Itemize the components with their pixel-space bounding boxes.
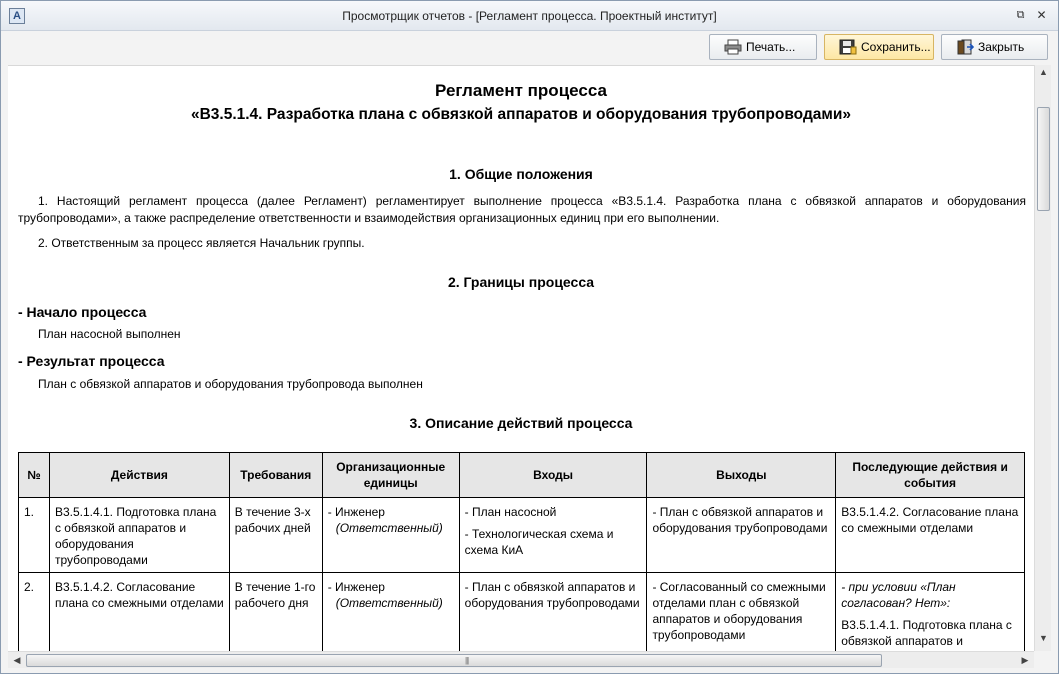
table-header-row [19, 453, 1025, 498]
section-heading-general: 1. Общие положения [449, 166, 593, 182]
paragraph-1: 1. Настоящий регламент процесса (далее Регламент) регламентирует выполнение процесса «В3.5.1.4. Разработка плана с обвязкой аппаратов и оборудования трубопроводами», а также распределение ответственности и взаимодействия организационных единиц при его выполнении. [18, 194, 1026, 225]
input-item: - План насосной [464, 505, 557, 519]
restore-window-icon[interactable]: ⧉ [1016, 9, 1025, 21]
scroll-down-icon[interactable]: ▼ [1039, 633, 1048, 643]
org-unit-role: (Ответственный) [335, 521, 443, 535]
scroll-grip-icon: ||| [465, 656, 469, 665]
inputs-cell: - План с обвязкой аппаратов и оборудования трубопроводами [459, 573, 647, 652]
scroll-right-icon[interactable]: ▶ [1021, 655, 1029, 665]
paragraph-2: 2. Ответственным за процесс является Начальник группы. [38, 236, 365, 250]
org-unit-cell [322, 498, 459, 573]
action-cell: В3.5.1.4.2. Согласование плана со смежными отделами [49, 573, 229, 652]
horizontal-scrollbar[interactable] [8, 651, 1034, 668]
column-header: Требования [229, 453, 322, 498]
org-unit-cell [322, 573, 459, 652]
section-heading-boundaries: 2. Границы процесса [447, 274, 595, 290]
row-number: 2. [19, 573, 50, 652]
outputs-cell: - План с обвязкой аппаратов и оборудования трубопроводами [647, 498, 836, 573]
process-result-heading: - Результат процесса [18, 353, 165, 369]
next-actions-cell: В3.5.1.4.2. Согласование плана со смежными отделами [836, 498, 1025, 573]
report-viewport [8, 65, 1034, 651]
next-condition: - при условии «План согласован? Нет»: [841, 580, 956, 610]
outputs-cell: - Согласованный со смежными отделами план с обвязкой аппаратов и оборудования трубопроводами [647, 573, 836, 652]
action-cell: В3.5.1.4.1. Подготовка плана с обвязкой аппаратов и оборудования трубопроводами [49, 498, 229, 573]
document-title: Регламент процесса [435, 81, 607, 100]
column-header: № [19, 453, 50, 498]
printer-icon [724, 39, 742, 55]
column-header: Выходы [647, 453, 836, 498]
title-bar[interactable] [1, 1, 1058, 31]
next-actions-cell [836, 573, 1025, 652]
column-header: Организационные единицы [322, 453, 459, 498]
scroll-up-icon[interactable]: ▲ [1039, 67, 1048, 77]
horizontal-scroll-thumb[interactable] [26, 654, 882, 667]
close-report-button[interactable] [941, 34, 1048, 60]
document-subtitle: «В3.5.1.4. Разработка плана с обвязкой аппаратов и оборудования трубопроводами» [190, 106, 852, 123]
next-action: В3.5.1.4.1. Подготовка плана с обвязкой аппаратов и [841, 618, 1012, 648]
window-title: Просмотрщик отчетов - [Регламент процесса. Проектный институт] [342, 9, 717, 23]
vertical-scrollbar[interactable] [1034, 65, 1051, 651]
input-item: - Технологическая схема и схема КиА [464, 527, 614, 557]
row-number: 1. [19, 498, 50, 573]
requirement-cell: В течение 1-го рабочего дня [229, 573, 322, 652]
process-start-heading: - Начало процесса [18, 304, 147, 320]
org-unit: - Инженер [327, 505, 385, 519]
save-label: Сохранить... [861, 40, 931, 54]
close-window-icon[interactable]: ✕ [1036, 8, 1047, 22]
actions-table [18, 452, 1025, 651]
scroll-left-icon[interactable]: ◀ [13, 655, 21, 665]
table-row [19, 573, 1025, 652]
process-result-text: План с обвязкой аппаратов и оборудования трубопровода выполнен [38, 377, 423, 391]
column-header: Действия [49, 453, 229, 498]
print-label: Печать... [746, 40, 796, 54]
org-unit: - Инженер [327, 580, 385, 594]
save-button[interactable] [824, 34, 934, 60]
print-button[interactable] [709, 34, 817, 60]
org-unit-role: (Ответственный) [335, 596, 443, 610]
app-icon: А [9, 8, 25, 24]
close-label: Закрыть [978, 40, 1025, 54]
toolbar [1, 31, 1058, 63]
column-header: Последующие действия и события [836, 453, 1025, 498]
process-start-text: План насосной выполнен [38, 327, 181, 341]
vertical-scroll-thumb[interactable] [1037, 107, 1050, 211]
save-disk-icon [839, 39, 857, 55]
section-heading-actions: 3. Описание действий процесса [409, 415, 633, 431]
column-header: Входы [459, 453, 647, 498]
requirement-cell: В течение 3-х рабочих дней [229, 498, 322, 573]
table-row [19, 498, 1025, 573]
exit-door-icon [956, 39, 974, 55]
inputs-cell [459, 498, 647, 573]
